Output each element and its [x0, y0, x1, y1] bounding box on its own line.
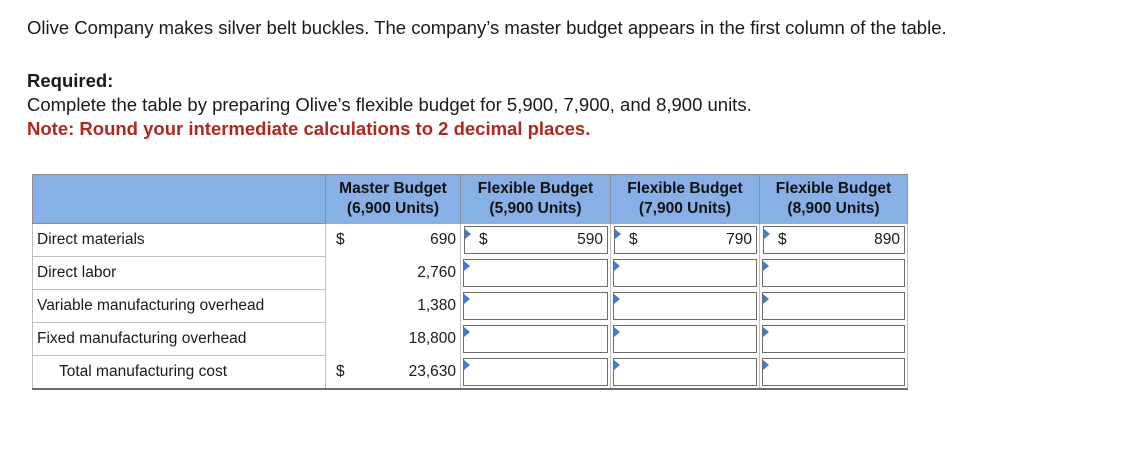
table-row — [33, 257, 908, 290]
column-units: (6,900 Units) — [346, 200, 440, 218]
problem-statement — [27, 16, 1107, 141]
table-row — [33, 323, 908, 356]
flex-cell-7900[interactable] — [611, 323, 760, 356]
amount-input[interactable] — [613, 292, 757, 320]
required-heading: Required: — [27, 70, 114, 91]
amount-input[interactable] — [463, 259, 608, 287]
input-marker-icon — [614, 360, 620, 370]
column-header-master — [326, 175, 461, 224]
amount-input[interactable] — [463, 358, 608, 386]
flex-cell-5900[interactable] — [461, 224, 611, 257]
amount-input[interactable] — [762, 325, 905, 353]
amount-input[interactable] — [463, 325, 608, 353]
flex-cell-5900[interactable] — [461, 290, 611, 323]
currency-symbol: $ — [336, 362, 345, 380]
input-marker-icon — [614, 294, 620, 304]
amount-input[interactable] — [762, 358, 905, 386]
input-marker-icon — [464, 360, 470, 370]
row-label-direct-labor: Direct labor — [33, 257, 326, 290]
amount-input[interactable] — [613, 358, 757, 386]
row-label-fixed-overhead: Fixed manufacturing overhead — [33, 323, 326, 356]
master-amount: 23,630 — [408, 362, 456, 380]
column-title: Flexible Budget — [627, 180, 743, 198]
input-marker-icon — [763, 360, 769, 370]
column-units: (5,900 Units) — [489, 200, 582, 218]
column-units: (8,900 Units) — [787, 200, 880, 218]
amount-input[interactable] — [762, 292, 905, 320]
master-amount: 690 — [430, 231, 456, 248]
column-header-flex-7900 — [611, 175, 760, 224]
master-budget-cell — [326, 356, 461, 390]
row-label-total-cost: Total manufacturing cost — [33, 356, 326, 390]
flex-cell-7900[interactable] — [611, 257, 760, 290]
column-title: Flexible Budget — [775, 180, 892, 198]
column-title: Master Budget — [339, 180, 447, 198]
flex-amount: 790 — [726, 231, 752, 248]
master-budget-cell — [326, 290, 461, 323]
amount-input[interactable] — [614, 226, 757, 254]
master-budget-cell — [326, 257, 461, 290]
flex-cell-8900[interactable] — [760, 257, 908, 290]
input-marker-icon — [614, 327, 620, 337]
input-marker-icon — [615, 229, 621, 239]
row-label-direct-materials: Direct materials — [33, 224, 326, 257]
problem-intro: Olive Company makes silver belt buckles. The company’s master budget appears in the first column of the table. — [27, 17, 947, 38]
master-budget-cell — [326, 323, 461, 356]
input-marker-icon — [763, 327, 769, 337]
flex-cell-7900[interactable] — [611, 356, 760, 390]
amount-input[interactable] — [762, 259, 905, 287]
master-amount: 1,380 — [417, 297, 456, 314]
amount-input[interactable] — [613, 259, 757, 287]
amount-input[interactable] — [763, 226, 905, 254]
input-marker-icon — [763, 261, 769, 271]
currency-symbol: $ — [778, 231, 787, 248]
column-title: Flexible Budget — [477, 180, 594, 198]
currency-symbol: $ — [479, 231, 488, 248]
flex-cell-5900[interactable] — [461, 356, 611, 390]
flex-cell-8900[interactable] — [760, 356, 908, 390]
column-header-flex-8900 — [760, 175, 908, 224]
flex-cell-5900[interactable] — [461, 257, 611, 290]
input-marker-icon — [614, 261, 620, 271]
flex-amount: 590 — [577, 231, 603, 248]
currency-symbol: $ — [336, 231, 345, 248]
flex-cell-8900[interactable] — [760, 224, 908, 257]
flex-cell-8900[interactable] — [760, 323, 908, 356]
row-label-variable-overhead: Variable manufacturing overhead — [33, 290, 326, 323]
column-units: (7,900 Units) — [638, 200, 732, 218]
amount-input[interactable] — [463, 292, 608, 320]
input-marker-icon — [465, 229, 471, 239]
flex-cell-7900[interactable] — [611, 290, 760, 323]
rounding-note: Note: Round your intermediate calculations to 2 decimal places. — [27, 118, 591, 139]
flexible-budget-table — [32, 174, 908, 390]
master-amount: 18,800 — [408, 330, 456, 347]
flex-cell-7900[interactable] — [611, 224, 760, 257]
input-marker-icon — [464, 261, 470, 271]
flex-cell-8900[interactable] — [760, 290, 908, 323]
master-budget-cell — [326, 224, 461, 257]
flex-cell-5900[interactable] — [461, 323, 611, 356]
input-marker-icon — [763, 294, 769, 304]
table-header-row — [33, 175, 908, 224]
table-row — [33, 356, 908, 390]
currency-symbol: $ — [629, 231, 638, 248]
table-row — [33, 290, 908, 323]
amount-input[interactable] — [613, 325, 757, 353]
master-amount: 2,760 — [417, 264, 456, 281]
input-marker-icon — [464, 327, 470, 337]
table-row — [33, 224, 908, 257]
column-header-flex-5900 — [461, 175, 611, 224]
amount-input[interactable] — [464, 226, 608, 254]
instruction-text: Complete the table by preparing Olive’s flexible budget for 5,900, 7,900, and 8,900 units. — [27, 94, 752, 115]
input-marker-icon — [764, 229, 770, 239]
row-label-header — [33, 175, 326, 224]
input-marker-icon — [464, 294, 470, 304]
flex-amount: 890 — [874, 231, 900, 248]
